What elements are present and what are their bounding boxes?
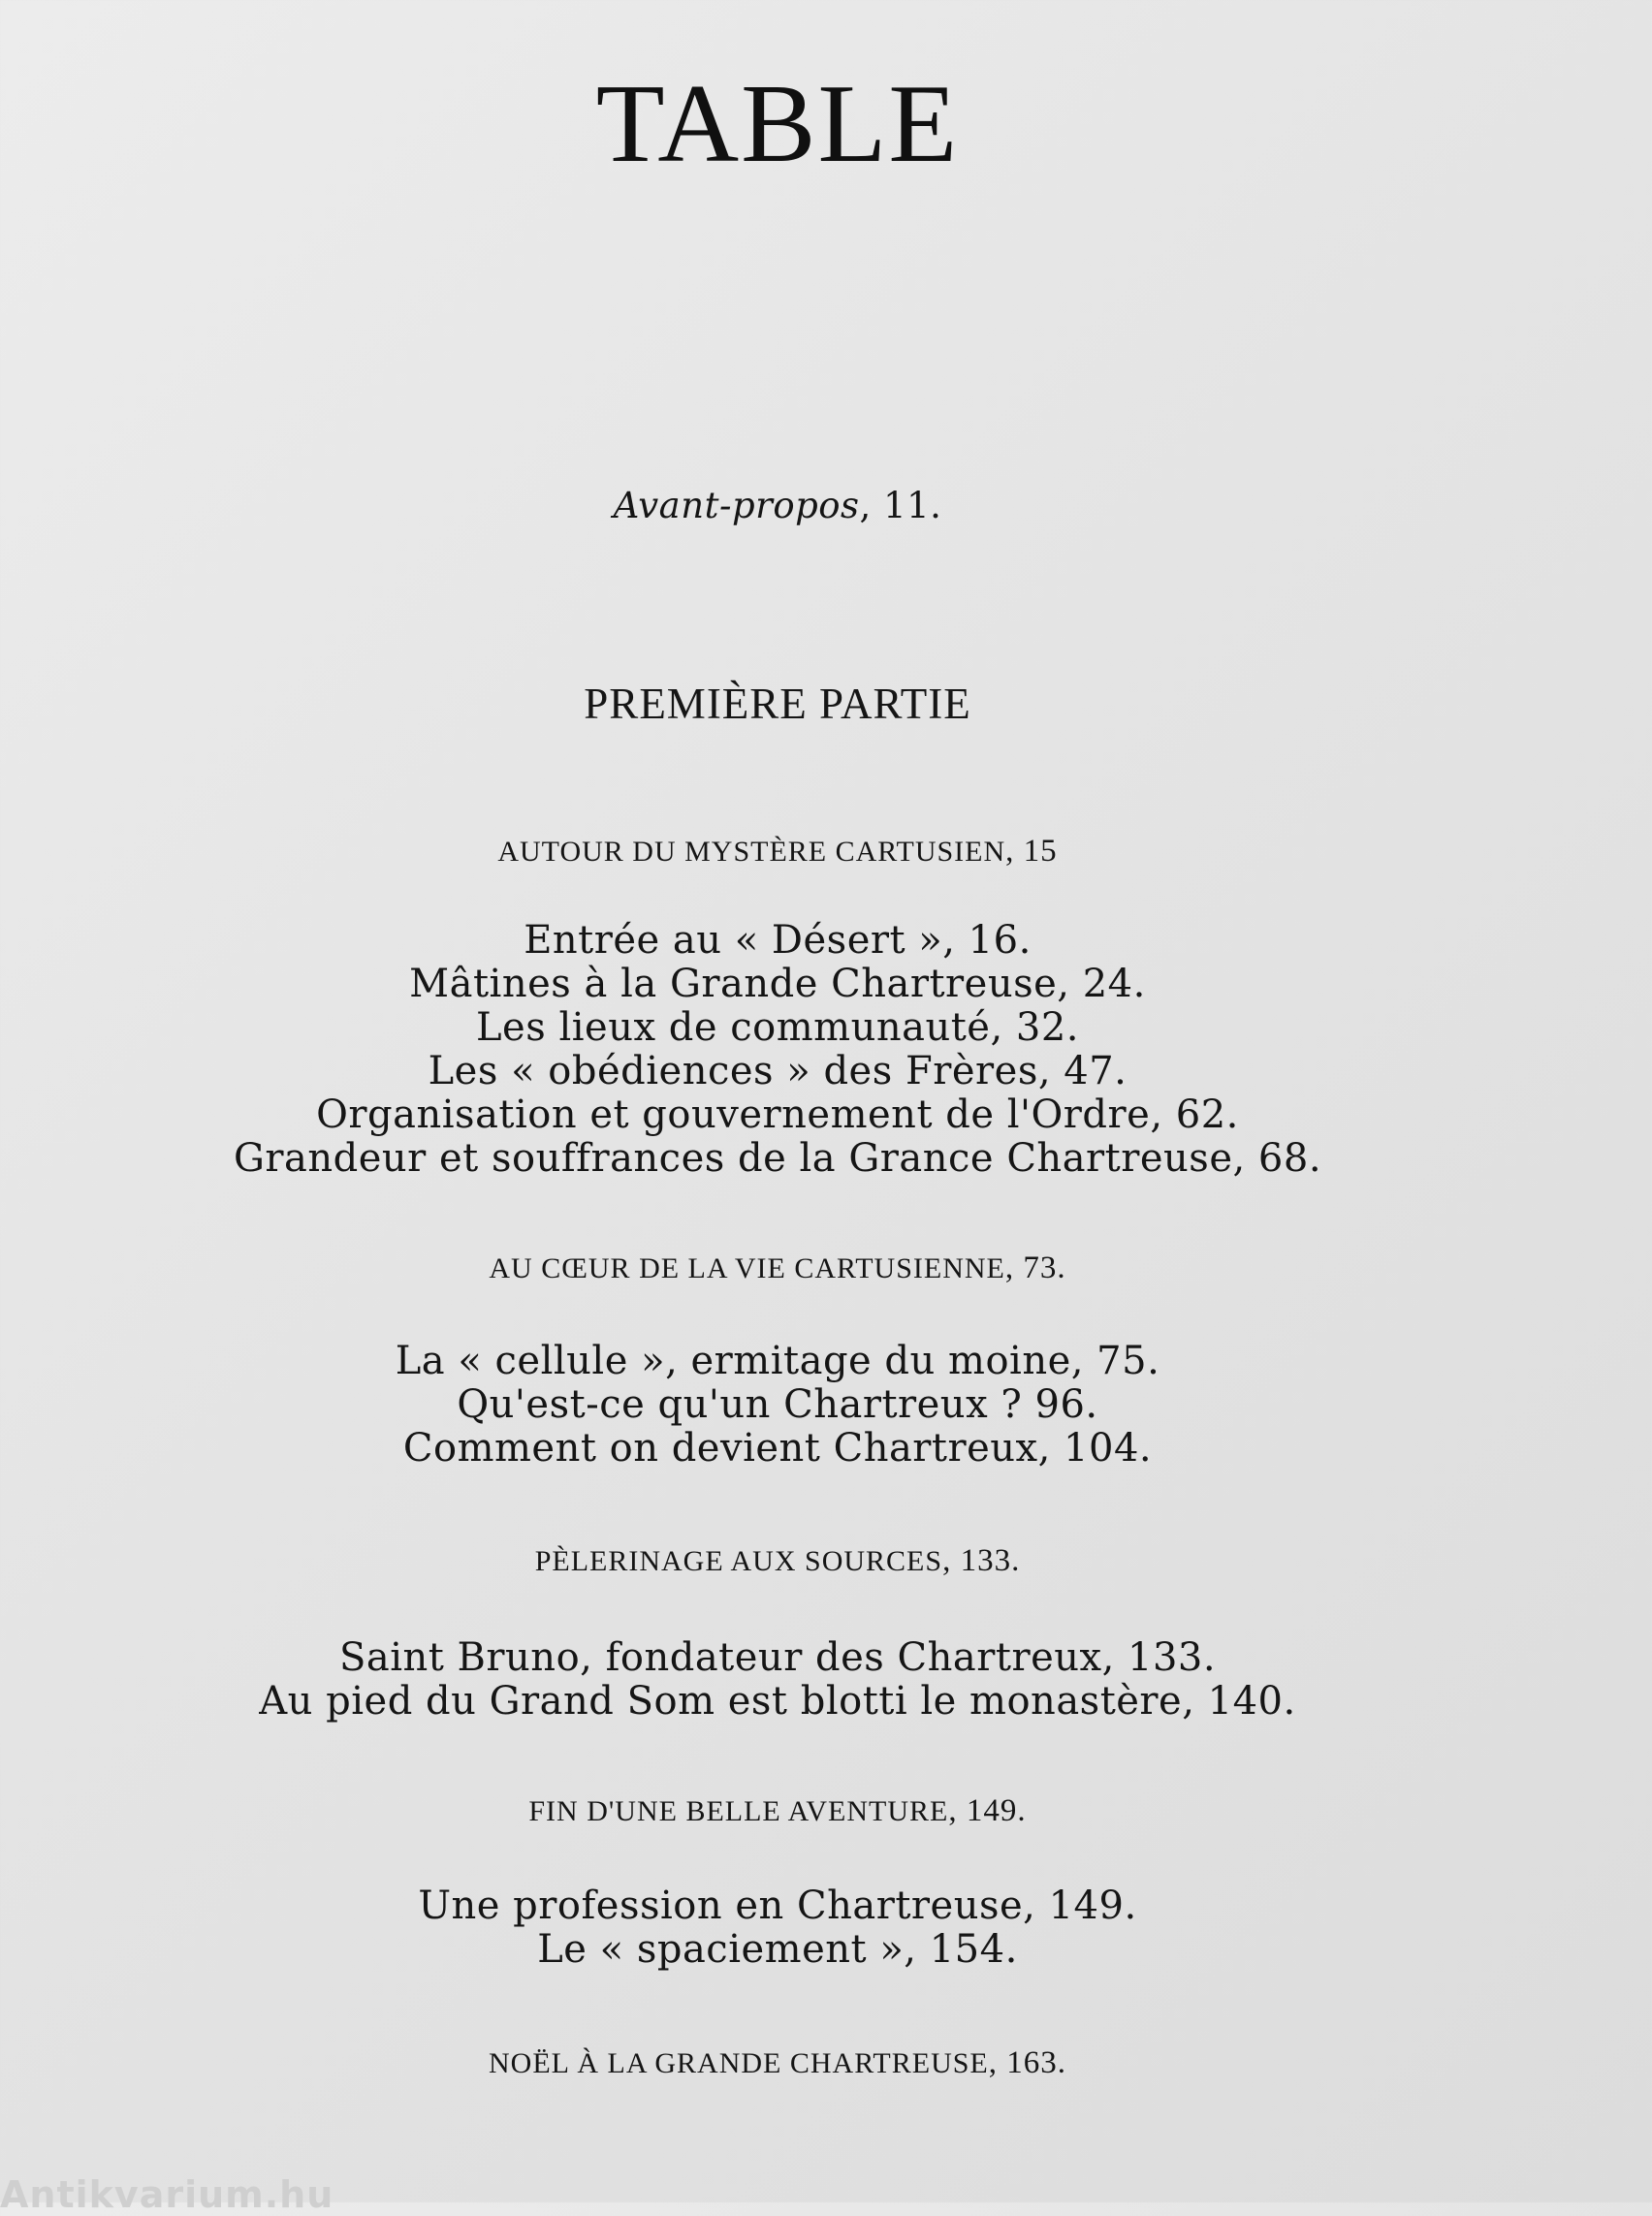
section-entries bbox=[0, 919, 1555, 1181]
toc-entry: Grandeur et souffrances de la Grance Chartreuse, 68. bbox=[233, 1136, 1322, 1181]
toc-entry: Comment on devient Chartreux, 104. bbox=[402, 1426, 1153, 1471]
toc-entry: Au pied du Grand Som est blotti le monastère, 140. bbox=[259, 1679, 1296, 1724]
toc-entry: Le « spaciement », 154. bbox=[537, 1927, 1018, 1972]
toc-entry: Les « obédiences » des Frères, 47. bbox=[428, 1049, 1128, 1093]
toc-entry: Qu'est-ce qu'un Chartreux ? 96. bbox=[457, 1382, 1098, 1427]
toc-entry: Saint Bruno, fondateur des Chartreux, 133. bbox=[338, 1635, 1217, 1680]
section-entries bbox=[0, 1884, 1555, 1972]
toc-entry: Entrée au « Désert », 16. bbox=[524, 918, 1032, 963]
section-heading-page: , 149. bbox=[948, 1793, 1027, 1828]
section-heading bbox=[0, 2045, 1555, 2081]
section-heading bbox=[0, 1543, 1555, 1579]
section-heading-text: AUTOUR DU MYSTÈRE CARTUSIEN bbox=[497, 836, 1006, 868]
section-entries bbox=[0, 1340, 1555, 1471]
section-heading-page: , 133. bbox=[942, 1543, 1021, 1578]
section-heading bbox=[0, 834, 1555, 870]
toc-entry: La « cellule », ermitage du moine, 75. bbox=[395, 1339, 1160, 1383]
page-title: TABLE bbox=[595, 62, 960, 186]
avant-propos-page: , 11. bbox=[859, 485, 942, 526]
toc-entry: Les lieux de communauté, 32. bbox=[475, 1005, 1080, 1050]
section-heading-text: PÈLERINAGE AUX SOURCES bbox=[534, 1545, 943, 1577]
section-heading-page: , 15 bbox=[1005, 834, 1058, 869]
section-heading-page: , 163. bbox=[988, 2045, 1066, 2080]
avant-propos-entry bbox=[0, 485, 1555, 526]
toc-entry: Mâtines à la Grande Chartreuse, 24. bbox=[409, 962, 1146, 1006]
part-title: PREMIÈRE PARTIE bbox=[584, 680, 971, 728]
section-heading-text: AU CŒUR DE LA VIE CARTUSIENNE bbox=[489, 1252, 1005, 1284]
toc-entry: Une profession en Chartreuse, 149. bbox=[418, 1884, 1137, 1928]
avant-propos-label: Avant-propos bbox=[613, 485, 860, 526]
section-heading-text: FIN D'UNE BELLE AVENTURE bbox=[528, 1795, 949, 1827]
toc-entry: Organisation et gouvernement de l'Ordre, 62. bbox=[316, 1092, 1239, 1137]
section-heading-page: , 73. bbox=[1004, 1250, 1066, 1285]
section-heading bbox=[0, 1793, 1555, 1829]
watermark: Antikvarium.hu bbox=[0, 2173, 334, 2216]
section-entries bbox=[0, 1636, 1555, 1724]
section-heading-text: NOËL À LA GRANDE CHARTREUSE bbox=[489, 2047, 989, 2079]
section-heading bbox=[0, 1250, 1555, 1286]
